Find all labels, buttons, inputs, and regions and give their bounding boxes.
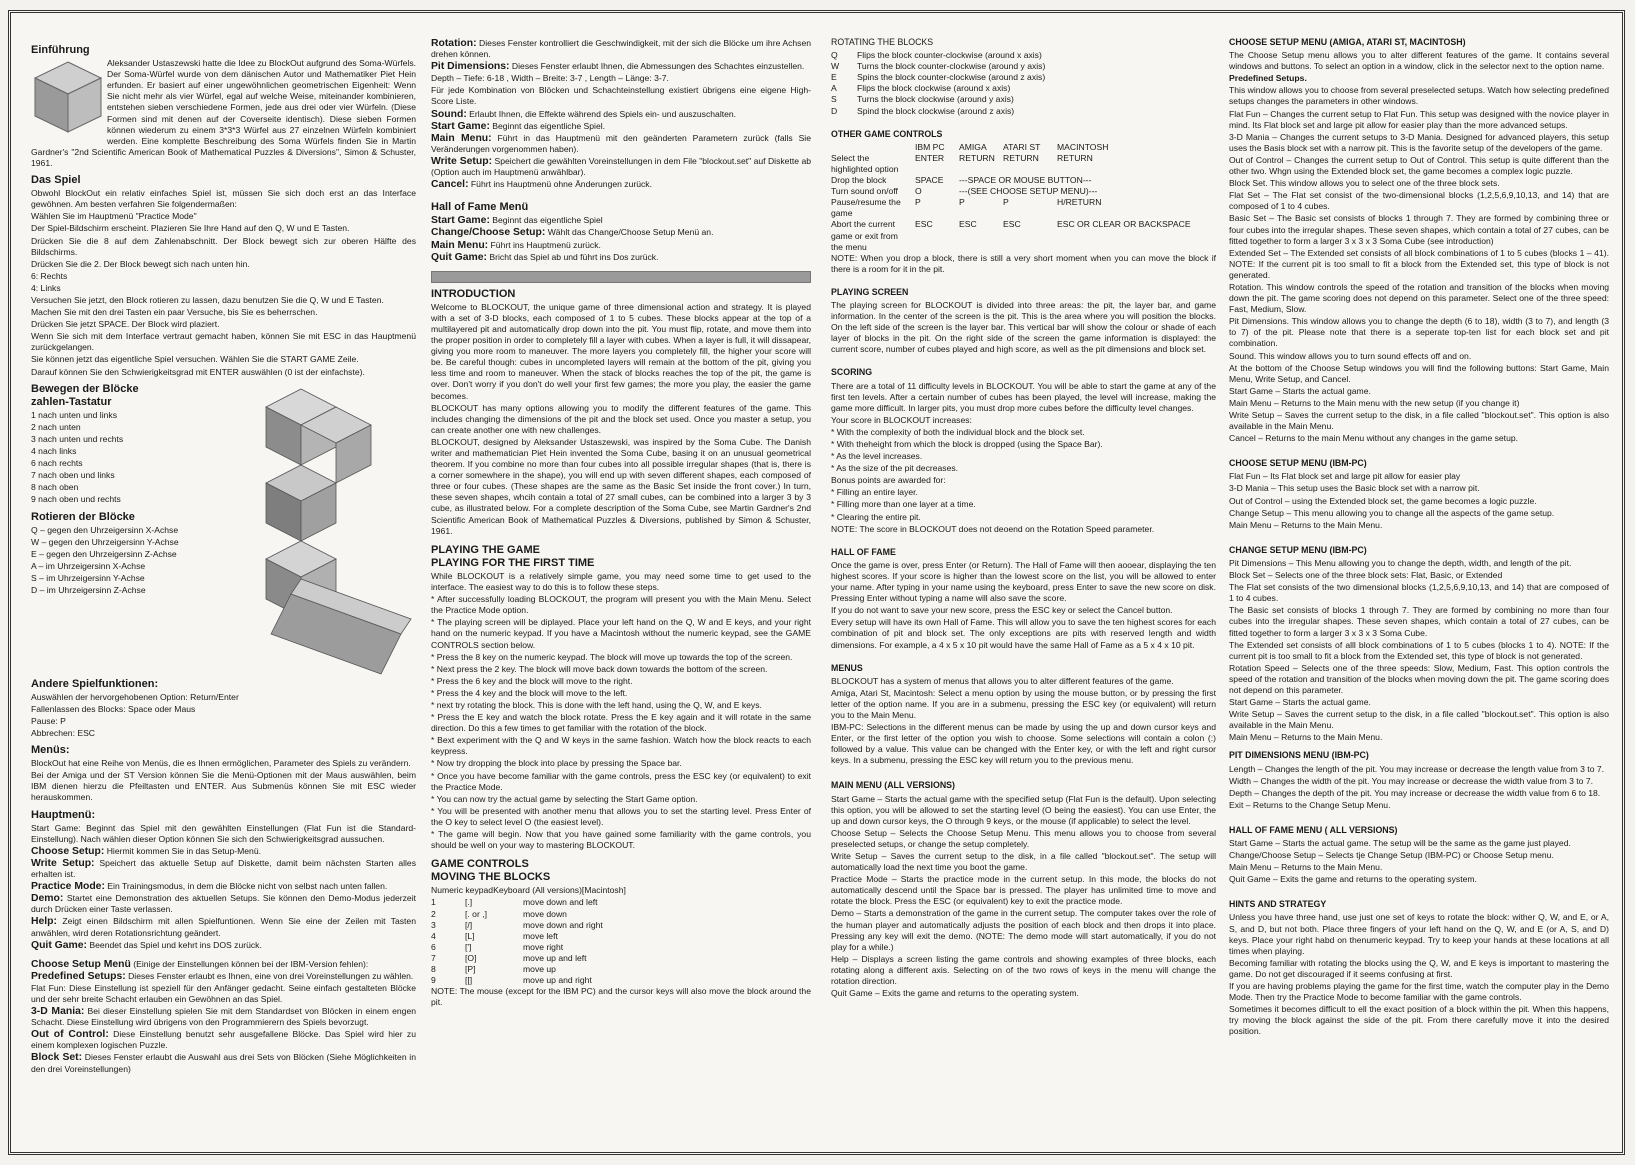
table-row: Turn sound on/off O ---(SEE CHOOSE SETUP MENU)--- — [831, 186, 1098, 197]
choose-setup-menu-entry: Choose Setup Menü (Einige der Einstellungen können bei der IBM-Version fehlen): — [31, 958, 369, 970]
hof-start-entry: Start Game: Beginnt das eigentliche Spiel — [431, 215, 603, 227]
table-row: W Turns the block counter-clockwise (around y axis) — [831, 61, 1046, 72]
heading-playing-the-game: PLAYING THE GAME — [431, 543, 540, 556]
heading-andere: Andere Spielfunktionen: — [31, 677, 159, 690]
table-row: 1 [.] move down and left — [431, 897, 598, 908]
heading-game-controls: GAME CONTROLS — [431, 858, 529, 871]
heading-choose-setup-menu: CHOOSE SETUP MENU (AMIGA, ATARI ST, MACINTOSH) — [1229, 37, 1466, 47]
out-of-control-entry: Out of Control: Diese Einstellung benutzt sehr ausgefallene Blöcke. Das Spiel wird hier zu einem komplexen logischen Puzzle. — [31, 1029, 416, 1051]
heading-einfuehrung: Einführung — [31, 44, 90, 56]
hof-main-entry: Main Menu: Führt ins Hauptmenü zurück. — [431, 239, 601, 251]
manual-sheet — [8, 10, 1625, 1155]
help-entry: Help: Zeigt einen Bildschirm mit allen Spielfuntionen. Wenn Sie eine der Zeilen mit Tasten anwählen, wird deren Rotationsrichtung geändert. — [31, 916, 416, 938]
moving-keys-table — [431, 897, 609, 986]
scoring-lines: There are a total of 11 difficulty levels in BLOCKOUT. You will be able to start the game at any of the first ten levels. After a certain number of cubes has been played, the level will increase, making the game more difficult. In larger pits, you must drop more cubes before the difficulty level changes. Your score in BLOCKOUT increases: * With the complexity of both the individual block and the block set. * With theheight from which the block is dropped (using the Space Bar). * As the level increases. * As the size of the pit decreases. Bonus points are awarded for: * Filling an entire layer. * Filling more than one layer at a time. * Clearing the entire pit. NOTE: The score in BLOCKOUT does not deoend on the Rotation Speed parameter. — [831, 380, 1216, 534]
heading-hauptmenue: Hauptmenü: — [31, 808, 96, 821]
heading-hall-of-fame: HALL OF FAME — [831, 546, 896, 557]
heading-other-controls: OTHER GAME CONTROLS — [831, 128, 943, 139]
soma-cube-illustration — [31, 58, 107, 138]
cube-icon — [31, 58, 105, 136]
table-row: A Flips the block clockwise (around x axis) — [831, 83, 1011, 94]
heading-rotieren: Rotieren der Blöcke — [31, 510, 135, 523]
pit-dimensions-entry: Pit Dimensions: Dieses Fenster erlaubt Ihnen, die Abmessungen des Schachtes einzustellen. — [431, 61, 805, 73]
column-english-2: ROTATING THE BLOCKS Q Flips the block counter-clockwise (around x axis) W Turns the block counter-clockwise (around y axis) E Spins the block counter-clockwise (around z axis) A Flips the block clockwise (around x axis) S Turns the block clockwise (around y axis) D Spind the block clockwise (around z axis) OTHER GAME CONTROLS IBM PC AMIGA ATARI ST MACINTOSH Select the highlighted option ENTER RETURN RETURN RETURN Drop the block SPACE ---SPACE OR MOUSE BUTTON--- Turn sound on/off O ---(SEE CHOOSE SETUP MENU)--- Pause/resume the game P P P H/RETURN Abort the current game or exit from the menu ESC ESC ESC ESC OR CLEAR OR BACKSPACE NOTE: When you drop a block, there is still a very short moment when you can move the block if there is a room for it in the pit. PLAYING SCREEN The playing screen for BLOCKOUT is divided into three areas: the pit, the layer bar, and game information. In the center of the screen is the pit. This is the area where you will position the blocks. On the left side of the screen is the layer bar. This vertical bar will show the colour or shade of each layer of blocks in the pit. On the right side of the screen the game information is displayed: the current score, number of cubes played and high score, as well as the pit dimensions and block set. SCORING There are a total of 11 difficulty levels in BLOCKOUT. You will be able to start the game at any of the first ten levels. After a certain number of cubes has been played, the level will increase, making the game more difficult. In larger pits, you must drop more cubes before the difficulty level changes. Your score in BLOCKOUT increases: * With the complexity of both the individual block and the block set. * With theheight from which the block is dropped (using the Space Bar). * As the level increases. * As the size of the pit decreases. Bonus points are awarded for: * Filling an entire layer. * Filling more than one layer at a time. * Clearing the entire pit. NOTE: The score in BLOCKOUT does not deoend on the Rotation Speed parameter. HALL OF FAME Once the game is over, press Enter (or Return). The Hall of Fame will then aooear, displaying the ten highest scores. If your score is higher than the lowest score on the list, you will be allowed to enter your name. After typing in your name using the keyboard, press Enter to save the new score on disk. Pressing Enter without typing a name will also save the score. If you do not want to save your new score, press the ESC key or select the Cancel button. Every setup will have its own Hall of Fame. This will allow you to save the ten highest scores for each combination of pit and block set. The only exceptions are pits with reserved length and width dimensions. For example, a 4 x 5 x 10 pit would have the same Hall of Fame as a 5 x 4 x 10 pit. MENUS BLOCKOUT has a system of menus that allows you to alter different features of the game. Amiga, Atari St, Macintosh: Select a menu option by using the mouse button, or by pressing the first letter of the option name. If you are in a submenu, pressing the ESC key (or equivalent) will return you to the Main Menu. IBM-PC: Selections in the different menus can be made by using the up and down cursor keys and Enter, or the first letter of the option you wish to choose. Some selections will contain a colon (:) followed by a value. This value can be changed with the Enter key, or with the left and right cursor keys. In a submenu, pressing the ESC key will return you to the previous menu. MAIN MENU (ALL VERSIONS) Start Game – Starts the actual game with the specified setup (Flat Fun is the default). Upon selecting this option, you will be allowed to set the starting level (O being the easiest). You can use Enter, the up and down cursor keys, the O through 9 keys, or the mouse (if applicable) to select the level. Choose Setup – Selects the Choose Setup Menu. This menu allows you to choose from several preselected setups, or change the setup completely. Write Setup – Saves the current setup to the disk, in a file called "blockout.set". The setup will automatically load the next time you boot the game. Practice Mode – Starts the practice mode in the current setup. In this mode, the blocks do not automatically descend until the Space bar is pressed. The player has unlimited time to move and rotate the block. Press the ESC (or equivalent) key to exit the practice mode. Demo – Starts a demonstration of the game in the current setup. The computer takes over the role of the human player and automatically adjusts the position of each block and then drops it into place. Pressing any key will exit the demo. (NOTE: The demo mode will start automatically, if you do not play for a while.) Help – Displays a screen listing the game controls and showing examples of three blocks, each rotating along a different axis. Selecting on of the two rows of keys in the menu will change the rotation direction. Quit Game – Exits the game and returns to the operating system. — [831, 37, 1216, 999]
column-german-1: Einführung Aleksander Ustaszewski hatte die Idee zu BlockOut aufgrund des Soma-Würfels. Der Soma-Würfel wurde von dem dänischen Autor und Mathematiker Piet Hein erfunden. Er basiert auf einer ungewöhnlichen geometrischen Eigenheit: Wenn Sie nicht mehr als vier Würfel, egal auf welche Weise, miteinander kombinieren, entstehen sieben verschiedene Formen, jede aus drei oder vier Würfeln. (Diese Formen sind mit denen auf der Coverseite identisch). Diese sieben Formen können wiederum zu einem 3*3*3 Würfel aus 27 einzelnen Würfeln kombiniert werden. Eine komplette Beschreibung des Soma Würfels finden Sie in Martin Gardner's "2nd Scientific American Book of Mathematical Puzzles & Diversions", Simon & Schuster, 1961. Das Spiel Obwohl BlockOut ein relativ einfaches Spiel ist, müssen Sie sich doch erst an das Interface gewöhnen. Am besten verfahren Sie folgendermaßen: Wählen Sie im Hauptmenü "Practice Mode" Der Spiel-Bildschirm erscheint. Plazieren Sie Ihre Hand auf den Q, W und E Tasten. Drücken Sie die 8 auf dem Zahlenabschnitt. Der Block bewegt sich zur oberen Hälfte des Bildschirms. Drücken Sie die 2. Der Block bewegt sich nach unten hin. 6: Rechts 4: Links Versuchen Sie jetzt, den Block rotieren zu lassen, dazu benutzen Sie die Q, W und E Tasten. Machen Sie mit den drei Tasten ein paar Versuche, bis Sie es beherrschen. Drücken Sie jetzt SPACE. Der Block wird plaziert. Wenn Sie sich mit dem Interface vertraut gemacht haben, können Sie mit ESC in das Hauptmenü zurückgelangen. Sie können jetzt das eigentliche Spiel versuchen. Wählen Sie die START GAME Zeile. Darauf können Sie den Schwierigkeitsgrad mit ENTER auswählen (0 ist der einfachste). Bewegen der Blöcke zahlen-Tastatur 1 nach unten und links 2 nach unten 3 nach unten und rechts 4 nach links 6 nach rechts 7 nach oben und links 8 nach oben 9 nach oben und rechts Rotieren der Blöcke Q – gegen den Uhrzeigersinn X-Achse W – gegen den Uhrzeigersinn Y-Achse E – gegen den Uhrzeigersinn Z-Achse A – im Uhrzeigersinn X-Achse S – im Uhrzeigersinn Y-Achse D – im Uhrzeigersinn Z-Achse Andere Spielfunktionen: Auswählen der hervorgehobenen Option: Return/Enter Fallenlassen des Blocks: Space oder Maus Pause: P Abbrechen: ESC Menüs: BlockOut hat eine Reihe von Menüs, die es Ihnen ermöglichen, Parameter des Spiels zu verändern. Bei der Amiga und der ST Version können Sie die Menü-Optionen mit der Maus auswählen, beim IBM dienen hierzu die Pfeiltasten und ENTER. Aus Submenüs können Sie mit ESC wieder herauskommen. Hauptmenü: Start Game: Beginnt das Spiel mit den gewählten Einstellungen (Flat Fun ist die Standard-Einstellung). Nach wählen dieser Option können Sie sich den Schwierigkeitsgrad aussuchen. Choose Setup: Hiermit kommen Sie in das Setup-Menü. Write Setup: Speichert das aktuelle Setup auf Diskette, damit beim nächsten Starten alles erhalten ist. Practice Mode: Ein Trainingsmodus, in dem die Blöcke nicht von selbst nach unten fallen. Demo: Startet eine Demonstration des aktuellen Setups. Sie können den Demo-Modus jederzeit durch Drücken einer Taste verlassen. Help: Zeigt einen Bildschirm mit allen Spielfuntionen. Wenn Sie eine der Zeilen mit Tasten anwählen, wird deren Rotationsrichtung geändert. Quit Game: Beendet das Spiel und kehrt ins DOS zurück. Choose Setup Menü (Einige der Einstellungen können bei der IBM-Version fehlen): Predefined Setups: Dieses Fenster erlaubt es Ihnen, eine von drei Voreinstellungen zu wählen. Flat Fun: Diese Einstellung ist speziell für den Anfänger gedacht. Seine einfach gestalteten Blöcke und der sehr breite Schacht erlauben ein Gewöhnen an das Spiel. 3-D Mania: Bei dieser Einstellung spielen Sie mit dem Standardset von Blöcken in einem engen Schacht. Diese Einstellung wird übrigens von den Programmierern des Spiels bevorzugt. Out of Control: Diese Einstellung benutzt sehr ausgefallene Blöcke. Das Spiel wird hier zu einem komplexen logischen Puzzle. Block Set: Dieses Fenster erlaubt die Auswahl aus drei Sets von Blöcken (Siehe Möglichkeiten in den drei Voreinstellungen) — [31, 44, 416, 1074]
andere-list: Auswählen der hervorgehobenen Option: Return/Enter Fallenlassen des Blocks: Space oder Maus Pause: P Abbrechen: ESC — [31, 691, 239, 738]
main-menu-entry: Main Menu: Führt in das Hauptmenü mit den geänderten Parametern zurück (falls Sie Veränderungen vorgenommen haben). — [431, 132, 811, 154]
mania-entry: 3-D Mania: Bei dieser Einstellung spielen Sie mit dem Standardset von Blöcken in einem engen Schacht. Diese Einstellung wird übrigens von den Programmierern des Spiels bevorzugt. — [31, 1006, 416, 1028]
heading-introduction: INTRODUCTION — [431, 287, 516, 300]
table-row: E Spins the block counter-clockwise (around z axis) — [831, 72, 1046, 83]
heading-pit-dimensions-ibm: PIT DIMENSIONS MENU (IBM-PC) — [1229, 750, 1369, 761]
block-set-entry: Block Set: Dieses Fenster erlaubt die Auswahl aus drei Sets von Blöcken (Siehe Möglichkeiten in den drei Voreinstellungen) — [31, 1052, 416, 1074]
heading-hall-of-fame-menue: Hall of Fame Menü — [431, 201, 529, 214]
column-english-3: CHOOSE SETUP MENU (AMIGA, ATARI ST, MACINTOSH) The Choose Setup menu allows you to alter different features of the game. It contains several windows and buttons. To select an option in a window, click in the selector next to the option name. Predefined Setups. This window allows you to choose from several preselected setups. Watch how selecting predefined setups changes the parameters in other windows. Flat Fun – Changes the current setup to Flat Fun. This setup was designed with the novice player in mind. Its Flat block set and large pit allow for easier play than the more advanced setups. 3-D Mania – Changes the current setups to 3-D Mania. Designed for advanced players, this setup uses the Basis block set with a narrow pit. This is the favorite setup of the developers of the game. Out of Control – Changes the current setup to Out of Control. This setup is quite different than the other two. Whgn using the Extended block set, the game becomes a complex logic puzzle. Block Set. This window allows you to select one of the three block sets. Flat Set – The Flat set consist of the two-dimensional blocks (1,2,5,6,9,10,13, and 14) that are composed of 1 to 4 cubes. Basic Set – The Basic set consists of blocks 1 through 7. They are formed by combining three or four cubes into the irregular shapes. These seven shapes, which contain a total of 27 cubes, can be fitted together to form a larger 3 x 3 x 3 Soma Cube (see introduction) Extended Set – The Extended set consists of all block combinations of 1 to 5 cubes (blocks 1 – 41). NOTE: If the current pit is too small to fit a block from the Extended set, this type of block is not generated. Rotation. This window controls the speed of the rotation and transition of the blocks when moving down the pit. The game scoring does not depend on this parameter. Select one of the three speed: Fast, Medium, Slow. Pit Dimensions. This window allows you to change the depth (6 to 18), width (3 to 7), and length (3 to 7) of the pit. Please note that there is a seperate top-ten list for each block set and pit combination. Sound. This window allows you to turn sound effects off and on. At the bottom of the Choose Setup windows you will find the following buttons: Start Game, Main Menu, Write Setup, and Cancel. Start Game – Starts the actual game. Main Menu – Returns to the Main menu with the new setup (if you change it) Write Setup – Saves the current setup to the disk, in a file called "blockout.set". This option is also available in the Main Menu. Cancel – Returns to the main Menu without any changes in the game setup. CHOOSE SETUP MENU (IBM-PC) Flat Fun – Its Flat block set and large pit allow for easier play 3-D Mania – This setup uses the Basic block set with a narrow pit. Out of Control – using the Extended block set, the game becomes a logic puzzle. Change Setup – This menu allowing you to change all the aspects of the game setup. Main Menu – Returns to the Main Menu. CHANGE SETUP MENU (IBM-PC) Pit Dimensions – This Menu allowing you to change the depth, width, and length of the pit. Block Set – Selects one of the three block sets: Flat, Basic, or Extended The Flat set consists of the two dimensional blocks (1,2,5,6,9,10,13, and 14) that are composed of 1 to 4 cubes. The Basic set consists of blocks 1 through 7. They are formed by combining no more than four cubes into the irregular shapes. These seven shapes, which contain a total of 27 cubes, can be fitted together to form a larger 3 x 3 x 3 Soma Cube. The Extended set consists of alll block combinations of 1 to 5 cubes (blocks 1 to 4). NOTE: If the current pit is too small to fit a block from the Extended set, this type of block is not generated. Rotation Speed – Selects one of the three speeds: Slow, Medium, Fast. This option controls the speed of the rotation and transition of the blocks when moving down the pit. The game scoring does not depend on this parameter. Start Game – Starts the actual game. Write Setup – Saves the current setup to the disk, in a file called "blockout.set". This option is also available in the Main Menu. Main Menu – Returns to the Main Menu. PIT DIMENSIONS MENU (IBM-PC) Length – Changes the length of the pit. You may increase or decrease the length value from 3 to 7. Width – Changes the width of the pit. You may increase or decrease the width value from 3 to 7. Depth – Changes the depth of the pit. You may increase or decrease the width value from 6 to 18. Exit – Returns to the Change Setup Menu. HALL OF FAME MENU ( ALL VERSIONS) Start Game – Starts the actual game. The setup will be the same as the game just played. Change/Choose Setup – Selects tje Change Setup (IBM-PC) or Choose Setup menu. Main Menu – Returns to the Main Menu. Quit Game – Exits the game and returns to the operating system. HINTS AND STRATEGY Unless you have three hand, use just one set of keys to rotate the block: wither Q, W, and E, or A, S, and D, but not both. Place three fingers of your left hand on the Q, W, and E (or A, S, and D) keys. Place your right habd on thenumeric keypad. Try to keep your hands at these locations at all times when playing. Becoming familiar with rotating the blocks using the Q, W, and E keys is important to mastering the game. Do not get discouraged if it seems confusing at first. If you are having problems playing the game for the first time, watch the computer play in the Demo Mode. Then try the Practice Mode to become familiar with the game controls. Sometimes it becomes difficult to ell the exact position of a block within the pit. When this happens, try moving the block against the side of the pit. From there carefully move it into the desired position. — [1229, 37, 1609, 1037]
hof-change-entry: Change/Choose Setup: Wählt das Change/Choose Setup Menü an. — [431, 227, 714, 239]
main-menu-lines: Start Game – Starts the actual game with the specified setup (Flat Fun is the default). Upon selecting this option, you will be allowed to set the starting level (O being the easiest). You can use Enter, the up and down cursor keys, the O through 9 keys, or the mouse (if applicable) to select the level. Choose Setup – Selects the Choose Setup Menu. This menu allows you to choose from several preselected setups, or change the setup completely. Write Setup – Saves the current setup to the disk, in a file called "blockout.set". The setup will automatically load the next time you boot the game. Practice Mode – Starts the practice mode in the current setup. In this mode, the blocks do not automatically descend until the Space bar is pressed. The player has unlimited time to move and rotate the block. Press the ESC (or equivalent) key to exit the practice mode. Demo – Starts a demonstration of the game in the current setup. The computer takes over the role of the human player and automatically adjusts the position of each block and then drops it into place. Pressing any key will exit the demo. (NOTE: The demo mode will start automatically, if you do not play for a while.) Help – Displays a screen listing the game controls and showing examples of three blocks, each rotating along a different axis. Selecting on of the two rows of keys in the menu will change the rotation direction. Quit Game – Exits the game and returns to the operating system. — [831, 793, 1216, 999]
heading-das-spiel: Das Spiel — [31, 174, 81, 187]
sound-entry: Sound: Erlaubt Ihnen, die Effekte während des Spiels ein- und auszuschalten. — [431, 108, 737, 120]
heading-choose-setup-ibm: CHOOSE SETUP MENU (IBM-PC) — [1229, 458, 1367, 469]
rotating-keys-table — [831, 50, 1051, 117]
table-row: 6 ['] move right — [431, 941, 564, 952]
choose-setup-lines: The Choose Setup menu allows you to alter different features of the game. It contains several windows and buttons. To select an option in a window, click in the selector next to the option name. Predefined Setups. This window allows you to choose from several preselected setups. Watch how selecting predefined setups changes the parameters in other windows. Flat Fun – Changes the current setup to Flat Fun. This setup was designed with the novice player in mind. Its Flat block set and large pit allow for easier play than the more advanced setups. 3-D Mania – Changes the current setups to 3-D Mania. Designed for advanced players, this setup uses the Basis block set with a narrow pit. This is the favorite setup of the developers of the game. Out of Control – Changes the current setup to Out of Control. This setup is quite different than the other two. Whgn using the Extended block set, the game becomes a complex logic puzzle. Block Set. This window allows you to select one of the three block sets. Flat Set – The Flat set consist of the two-dimensional blocks (1,2,5,6,9,10,13, and 14) that are composed of 1 to 4 cubes. Basic Set – The Basic set consists of blocks 1 through 7. They are formed by combining three or four cubes into the irregular shapes. These seven shapes, which contain a total of 27 cubes, can be fitted together to form a larger 3 x 3 x 3 Soma Cube (see introduction) Extended Set – The Extended set consists of all block combinations of 1 to 5 cubes (blocks 1 – 41). NOTE: If the current pit is too small to fit a block from the Extended set, this type of block is not generated. Rotation. This window controls the speed of the rotation and transition of the blocks when moving down the pit. The game scoring does not depend on this parameter. Select one of the three speed: Fast, Medium, Slow. Pit Dimensions. This window allows you to change the depth (6 to 18), width (3 to 7), and length (3 to 7) of the pit. Please note that there is a seperate top-ten list for each block set and pit combination. Sound. This window allows you to turn sound effects off and on. At the bottom of the Choose Setup windows you will find the following buttons: Start Game, Main Menu, Write Setup, and Cancel. Start Game – Starts the actual game. Main Menu – Returns to the Main menu with the new setup (if you change it) Write Setup – Saves the current setup to the disk, in a file called "blockout.set". This option is also available in the Main Menu. Cancel – Returns to the main Menu without any changes in the game setup. — [1229, 50, 1609, 444]
write-setup-entry: Write Setup: Speichert das aktuelle Setup auf Diskette, damit beim nächsten Starten alles erhalten ist. — [31, 857, 416, 880]
table-row: Pause/resume the game P P P H/RETURN — [831, 197, 1102, 219]
table-row: Q Flips the block counter-clockwise (around x axis) — [831, 50, 1042, 61]
quit-game-entry: Quit Game: Beendet das Spiel und kehrt ins DOS zurück. — [31, 939, 262, 951]
table-header-row: IBM PC AMIGA ATARI ST MACINTOSH — [915, 141, 1109, 152]
change-setup-lines: Pit Dimensions – This Menu allowing you to change the depth, width, and length of the pit. Block Set – Selects one of the three block sets: Flat, Basic, or Extended The Flat set consists of the two dimensional blocks (1,2,5,6,9,10,13, and 14) that are composed of 1 to 4 cubes. The Basic set consists of blocks 1 through 7. They are formed by combining no more than four cubes into the irregular shapes. These seven shapes, which contain a total of 27 cubes, can be fitted together to form a larger 3 x 3 x 3 Soma Cube. The Extended set consists of alll block combinations of 1 to 5 cubes (blocks 1 to 4). NOTE: If the current pit is too small to fit a block from the Extended set, this type of block is not generated. Rotation Speed – Selects one of the three speeds: Slow, Medium, Fast. This option controls the speed of the rotation and transition of the blocks when moving down the pit. The game scoring does not depend on this parameter. Start Game – Starts the actual game. Write Setup – Saves the current setup to the disk, in a file called "blockout.set". This option is also available in the Main Menu. Main Menu – Returns to the Main Menu. — [1229, 557, 1609, 743]
heading-playing-screen: PLAYING SCREEN — [831, 286, 909, 297]
start-game-entry: Start Game: Beginnt das eigentliche Spiel. — [431, 120, 606, 132]
heading-hints: HINTS AND STRATEGY — [1229, 899, 1327, 910]
demo-entry: Demo: Startet eine Demonstration des aktuellen Setups. Sie können den Demo-Modus jederzeit durch Drücken einer Taste verlassen. — [31, 893, 416, 915]
heading-main-menu-all: MAIN MENU (ALL VERSIONS) — [831, 780, 955, 791]
hof-quit-entry: Quit Game: Bricht das Spiel ab und führt ins Dos zurück. — [431, 251, 659, 263]
soma-blocks-illustration — [241, 379, 416, 679]
heading-scoring: SCORING — [831, 367, 873, 378]
block-shapes-icon — [241, 379, 416, 679]
intro-text: Aleksander Ustaszewski hatte die Idee zu BlockOut aufgrund des Soma-Würfels. Der Soma-Würfel wurde von dem dänischen Autor und Mathematiker Piet Hein erfunden. Er basiert auf einer ungewöhnlichen geometrischen Eigenheit: Wenn Sie nicht mehr als vier Würfel, egal auf welche Weise, miteinander kombinieren, entstehen sieben verschiedene Formen, jede aus drei oder vier Würfeln. (Diese Formen sind mit denen auf der Coverseite identisch). Diese sieben Formen können wiederum zu einem 3*3*3 Würfel aus 27 einzelnen Würfeln kombiniert werden. Eine komplette Beschreibung des Soma Würfels finden Sie in Martin Gardner's "2nd Scientific American Book of Mathematical Puzzles & Diversions", Simon & Schuster, 1961. — [31, 58, 416, 168]
write-setup-de-entry: Write Setup: Speichert die gewählten Voreinstellungen in dem File "blockout.set" auf Diskette ab (Option auch im Hauptmenü anwählbar). — [431, 155, 811, 178]
heading-rotating-blocks: ROTATING THE BLOCKS — [831, 37, 934, 47]
zahlen-list: 1 nach unten und links 2 nach unten 3 nach unten und rechts 4 nach links 6 nach rechts 7 nach oben und links 8 nach oben 9 nach oben und rechts — [31, 409, 124, 505]
rotieren-list: Q – gegen den Uhrzeigersinn X-Achse W – gegen den Uhrzeigersinn Y-Achse E – gegen den Uhrzeigersinn Z-Achse A – im Uhrzeigersinn X-Achse S – im Uhrzeigersinn Y-Achse D – im Uhrzeigersinn Z-Achse — [31, 524, 179, 596]
heading-menus: Menüs: — [31, 744, 70, 757]
heading-menus-en: MENUS — [831, 662, 863, 673]
heading-moving-blocks: MOVING THE BLOCKS — [431, 871, 551, 884]
heading-change-setup-ibm: CHANGE SETUP MENU (IBM-PC) — [1229, 544, 1367, 555]
spiel-lines: Obwohl BlockOut ein relativ einfaches Spiel ist, müssen Sie sich doch erst an das Interface gewöhnen. Am besten verfahren Sie folgendermaßen: Wählen Sie im Hauptmenü "Practice Mode" Der Spiel-Bildschirm erscheint. Plazieren Sie Ihre Hand auf den Q, W und E Tasten. Drücken Sie die 8 auf dem Zahlenabschnitt. Der Block bewegt sich zur oberen Hälfte des Bildschirms. Drücken Sie die 2. Der Block bewegt sich nach unten hin. 6: Rechts 4: Links Versuchen Sie jetzt, den Block rotieren zu lassen, dazu benutzen Sie die Q, W und E Tasten. Machen Sie mit den drei Tasten ein paar Versuche, bis Sie es beherrschen. Drücken Sie jetzt SPACE. Der Block wird plaziert. Wenn Sie sich mit dem Interface vertraut gemacht haben, können Sie mit ESC in das Hauptmenü zurückgelangen. Sie können jetzt das eigentliche Spiel versuchen. Wählen Sie die START GAME Zeile. Darauf können Sie den Schwierigkeitsgrad mit ENTER auswählen (0 ist der einfachste). — [31, 188, 416, 377]
heading-first-time: PLAYING FOR THE FIRST TIME — [431, 556, 595, 569]
table-row: 2 [. or ,] move down — [431, 908, 567, 919]
practice-mode-entry: Practice Mode: Ein Trainingsmodus, in dem die Blöcke nicht von selbst nach unten fallen. — [31, 881, 388, 893]
rotation-entry: Rotation: Dieses Fenster kontrolliert die Geschwindigkeit, mit der sich die Blöcke um ihre Achsen drehen können. — [431, 38, 811, 60]
first-time-steps: While BLOCKOUT is a relatively simple game, you may need some time to get used to the interface. The easiest way to do this is to follow these steps. * After successfully loading BLOCKOUT, the program will present you with the Main Menu. Select the Practice Mode option. * The playing screen will be diplayed. Place your left hand on the Q, W and E keys, and your right hand on the numeric keypad. If you have a Macintosh without the numeric keypad, see the GAME CONTROLS section below. * Press the 8 key on the numeric keypad. The block will move up towards the top of the screen. * Next press the 2 key. The block will move back down towards the bottom of the screen. * Press the 6 key and the block will move to the right. * Press the 4 key and the block will move to the left. * next try rotating the block. This is done with the left hand, using the Q, W, and E keys. * Press the E key and watch the block rotate. Press the E key again and it will rotate in the same direction. Do this a few times to get familiar with the rotation of the block. * Bext experiment with the Q and W keys in the same fashion. Watch how the block reacts to each keypress. * Now try dropping the block into place by pressing the Space bar. * Once you have become familiar with the game controls, press the ESC key (or equivalent) to exit the Practice Mode. * You can now try the actual game by selecting the Start Game option. * You will be presented with another menu that allows you to set the starting level. Press Enter of the O key to select level O (the easiest level). * The game will begin. Now that you have gained some familiarity with the game controls, you should be well on your way to mastering BLOCKOUT. — [431, 570, 811, 851]
table-row: 4 [L] move left — [431, 930, 558, 941]
table-row: Select the highlighted option ENTER RETURN RETURN RETURN — [831, 152, 1093, 174]
heading-hall-of-fame-menu: HALL OF FAME MENU ( ALL VERSIONS) — [1229, 824, 1398, 835]
table-row: 3 [/] move down and right — [431, 919, 603, 930]
table-row: 7 [O] move up and left — [431, 952, 587, 963]
table-row: D Spind the block clockwise (around z axis) — [831, 105, 1015, 116]
heading-zahlen-tastatur: zahlen-Tastatur — [31, 395, 112, 408]
column-german-2-english-1: Rotation: Dieses Fenster kontrolliert die Geschwindigkeit, mit der sich die Blöcke um ihre Achsen drehen können. Pit Dimensions: Dieses Fenster erlaubt Ihnen, die Abmessungen des Schachtes einzustellen. Depth – Tiefe: 6-18 , Width – Breite: 3-7 , Length – Länge: 3-7. Für jede Kombination von Blöcken und Schachteinstellung existiert übrigens eine eigene High-Score Liste. Sound: Erlaubt Ihnen, die Effekte während des Spiels ein- und auszuschalten. Start Game: Beginnt das eigentliche Spiel. Main Menu: Führt in das Hauptmenü mit den geänderten Parametern zurück (falls Sie Veränderungen vorgenommen haben). Write Setup: Speichert die gewählten Voreinstellungen in dem File "blockout.set" auf Diskette ab (Option auch im Hauptmenü anwählbar). Cancel: Führt ins Hauptmenü ohne Änderungen zurück. Hall of Fame Menü Start Game: Beginnt das eigentliche Spiel Change/Choose Setup: Wählt das Change/Choose Setup Menü an. Main Menu: Führt ins Hauptmenü zurück. Quit Game: Bricht das Spiel ab und führt ins Dos zurück. INTRODUCTION Welcome to BLOCKOUT, the unique game of three dimensional action and strategy. It is played with a set of 3-D blocks, each composed of 1 to 5 cubes. These blocks appear at the top of a multilayered pit and automatically drop down into the pit. You must flip, rotate, and move them into the proper position in order to completely fill a layer with cubes. When a layer is full, it will dissapear, giving you more room to maneuver. The more layers you completely fill, the higher your score will be. Be careful though: cubes in uncompleted layers will remain at the bottom of the pit, giving you less time and room to maneuver. When the stack of blocks reaches the top of the pit, the game is over. Don't worry if you don't do well your first few games; the more you play, the easier the game becomes. BLOCKOUT has many options allowing you to modify the different features of the game. This includes changing the dimensions of the pit and the block set used. Once you master a setup, you can create another one with new challenges. BLOCKOUT, designed by Aleksander Ustaszewski, was inspired by the Soma Cube. The Danish writer and mathematician Piet Hein invented the Soma Cube, basing it on an unusual geometrical theorem. If you combine no more than four cubes into all possible irregular shapes (that is, there is a corner somewhere in the shape), you will end up with seven different shapes, each composed of three or four cubes. (These shapes are the same as the Basic Set inside the front cover.) In turn, these seven shapes, whcih contain a total of 27 small cubes, can be combined into a larger 3 by 3 cube, as illustrated below. For a complete description of the Soma Cube, see Martin Gardner's 2nd Scientific American Book of Mathematical Puzzles & Diversions, published by Simon & Schuster, 1961. PLAYING THE GAME PLAYING FOR THE FIRST TIME While BLOCKOUT is a relatively simple game, you may need some time to get used to the interface. The easiest way to do this is to follow these steps. * After successfully loading BLOCKOUT, the program will present you with the Main Menu. Select the Practice Mode option. * The playing screen will be diplayed. Place your left hand on the Q, W and E keys, and your right hand on the numeric keypad. If you have a Macintosh without the numeric keypad, see the GAME CONTROLS section below. * Press the 8 key on the numeric keypad. The block will move up towards the top of the screen. * Next press the 2 key. The block will move back down towards the bottom of the screen. * Press the 6 key and the block will move to the right. * Press the 4 key and the block will move to the left. * next try rotating the block. This is done with the left hand, using the Q, W, and E keys. * Press the E key and watch the block rotate. Press the E key again and it will rotate in the same direction. Do this a few times to get familiar with the rotation of the block. * Bext experiment with the Q and W keys in the same fashion. Watch how the block reacts to each keypress. * Now try dropping the block into place by pressing the Space bar. * Once you have become familiar with the game controls, press the ESC key (or equivalent) to exit the Practice Mode. * You can now try the actual game by selecting the Start Game option. * You will be presented with another menu that allows you to set the starting level. Press Enter of the O key to select level O (the easiest level). * The game will begin. Now that you have gained some familiarity with the game controls, you should be well on your way to mastering BLOCKOUT. GAME CONTROLS MOVING THE BLOCKS Numeric keypadKeyboard (All versions)[Macintosh] 1 [.] move down and left 2 [. or ,] move down 3 [/] move down and right 4 [L] move left 6 ['] move right 7 [O] move up and left 8 [P] move up 9 [[] move up and right NOTE: The mouse (except for the IBM PC) and the cursor keys will also move the block around the pit. — [431, 38, 811, 1008]
other-controls-table — [831, 142, 1197, 253]
predefined-setups-entry: Predefined Setups: Dieses Fenster erlaubt es Ihnen, eine von drei Voreinstellungen zu wählen. — [31, 970, 414, 982]
table-row: S Turns the block clockwise (around y axis) — [831, 94, 1014, 105]
section-divider-bar — [431, 271, 811, 283]
table-row: 8 [P] move up — [431, 964, 556, 975]
choose-setup-entry: Choose Setup: Hiermit kommen Sie in das Setup-Menü. — [31, 845, 261, 857]
heading-bewegen: Bewegen der Blöcke — [31, 382, 139, 395]
cancel-entry: Cancel: Führt ins Hauptmenü ohne Änderungen zurück. — [431, 179, 652, 191]
table-row: Drop the block SPACE ---SPACE OR MOUSE BUTTON--- — [831, 175, 1092, 186]
table-row: Abort the current game or exit from the menu ESC ESC ESC ESC OR CLEAR OR BACKSPACE — [831, 219, 1191, 252]
table-row: 9 [[] move up and right — [431, 975, 592, 986]
